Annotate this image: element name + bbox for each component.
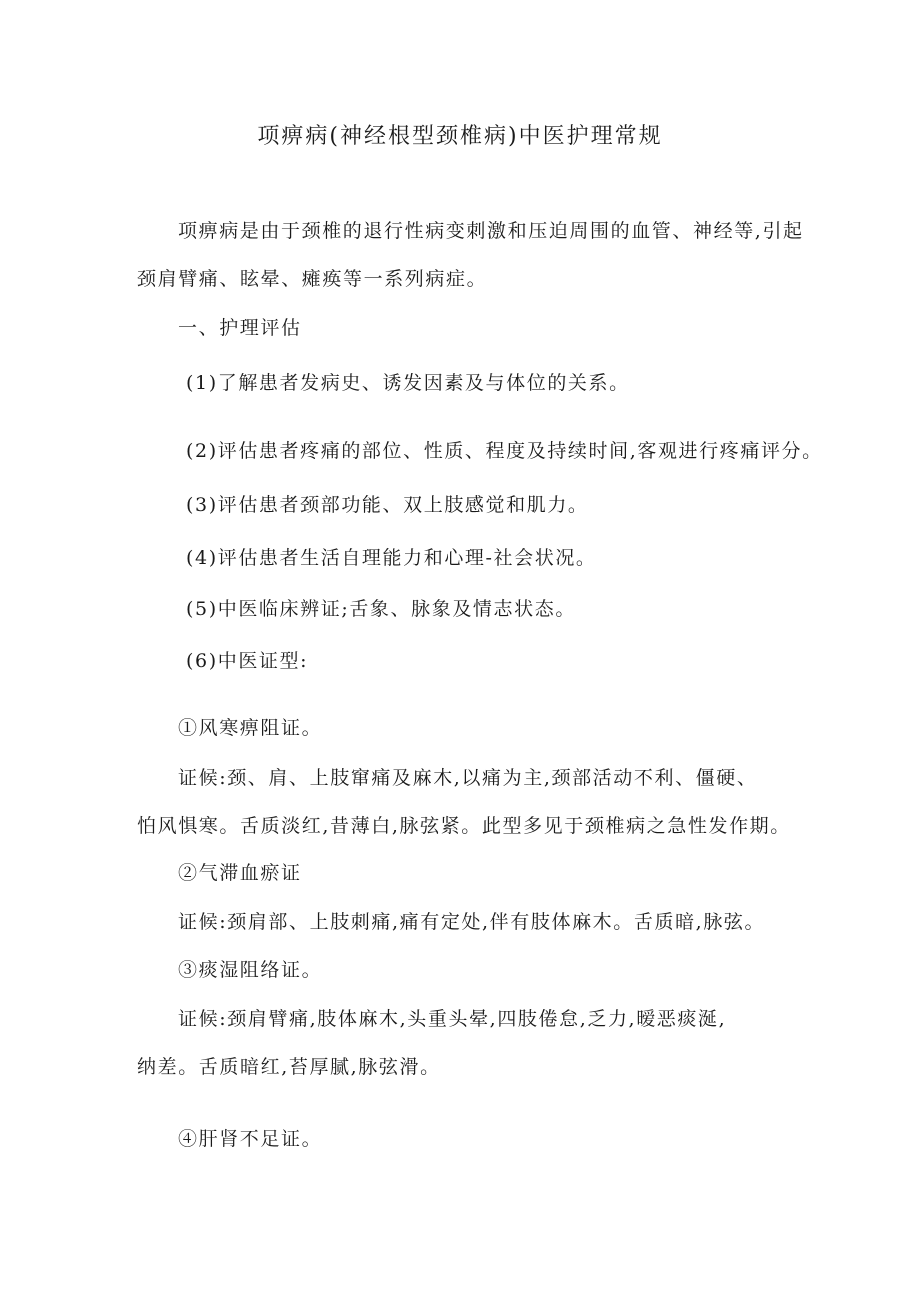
syndrome-3-name: ③痰湿阻络证。 [178,959,323,981]
assessment-item-1: (1)了解患者发病史、诱发因素及与体位的关系。 [186,372,630,394]
syndrome-4-name: ④肝肾不足证。 [178,1128,323,1150]
intro-line-1: 项痹病是由于颈椎的退行性病变刺激和压迫周围的血管、神经等,引起 [178,220,804,242]
assessment-item-5: (5)中医临床辨证;舌象、脉象及情志状态。 [186,598,576,620]
syndrome-1-line-2: 怕风惧寒。舌质淡红,昔薄白,脉弦紧。此型多见于颈椎病之急性发作期。 [137,815,791,837]
syndrome-3-line-2: 纳差。舌质暗红,苔厚腻,脉弦滑。 [137,1056,441,1078]
syndrome-2-name: ②气滞血瘀证 [178,862,302,884]
assessment-item-4: (4)评估患者生活自理能力和心理-社会状况。 [186,547,597,569]
assessment-item-6: (6)中医证型: [186,650,309,672]
syndrome-3-line-1: 证候:颈肩臂痛,肢体麻木,头重头晕,四肢倦怠,乏力,暧恶痰涎, [178,1008,727,1030]
assessment-item-3: (3)评估患者颈部功能、双上肢感觉和肌力。 [186,494,589,516]
syndrome-2-line-1: 证候:颈肩部、上肢刺痛,痛有定处,伴有肢体麻木。舌质暗,脉弦。 [178,911,766,933]
intro-line-2: 颈肩臂痛、眩晕、瘫痪等一系列病症。 [137,268,488,290]
section-heading-assessment: 一、护理评估 [178,317,302,339]
syndrome-1-name: ①风寒痹阻证。 [178,717,323,739]
document-title: 项痹病(神经根型颈椎病)中医护理常规 [257,124,663,149]
syndrome-1-line-1: 证候:颈、肩、上肢窜痛及麻木,以痛为主,颈部活动不利、僵硬、 [178,767,758,789]
assessment-item-2: (2)评估患者疼痛的部位、性质、程度及持续时间,客观进行疼痛评分。 [186,440,823,462]
